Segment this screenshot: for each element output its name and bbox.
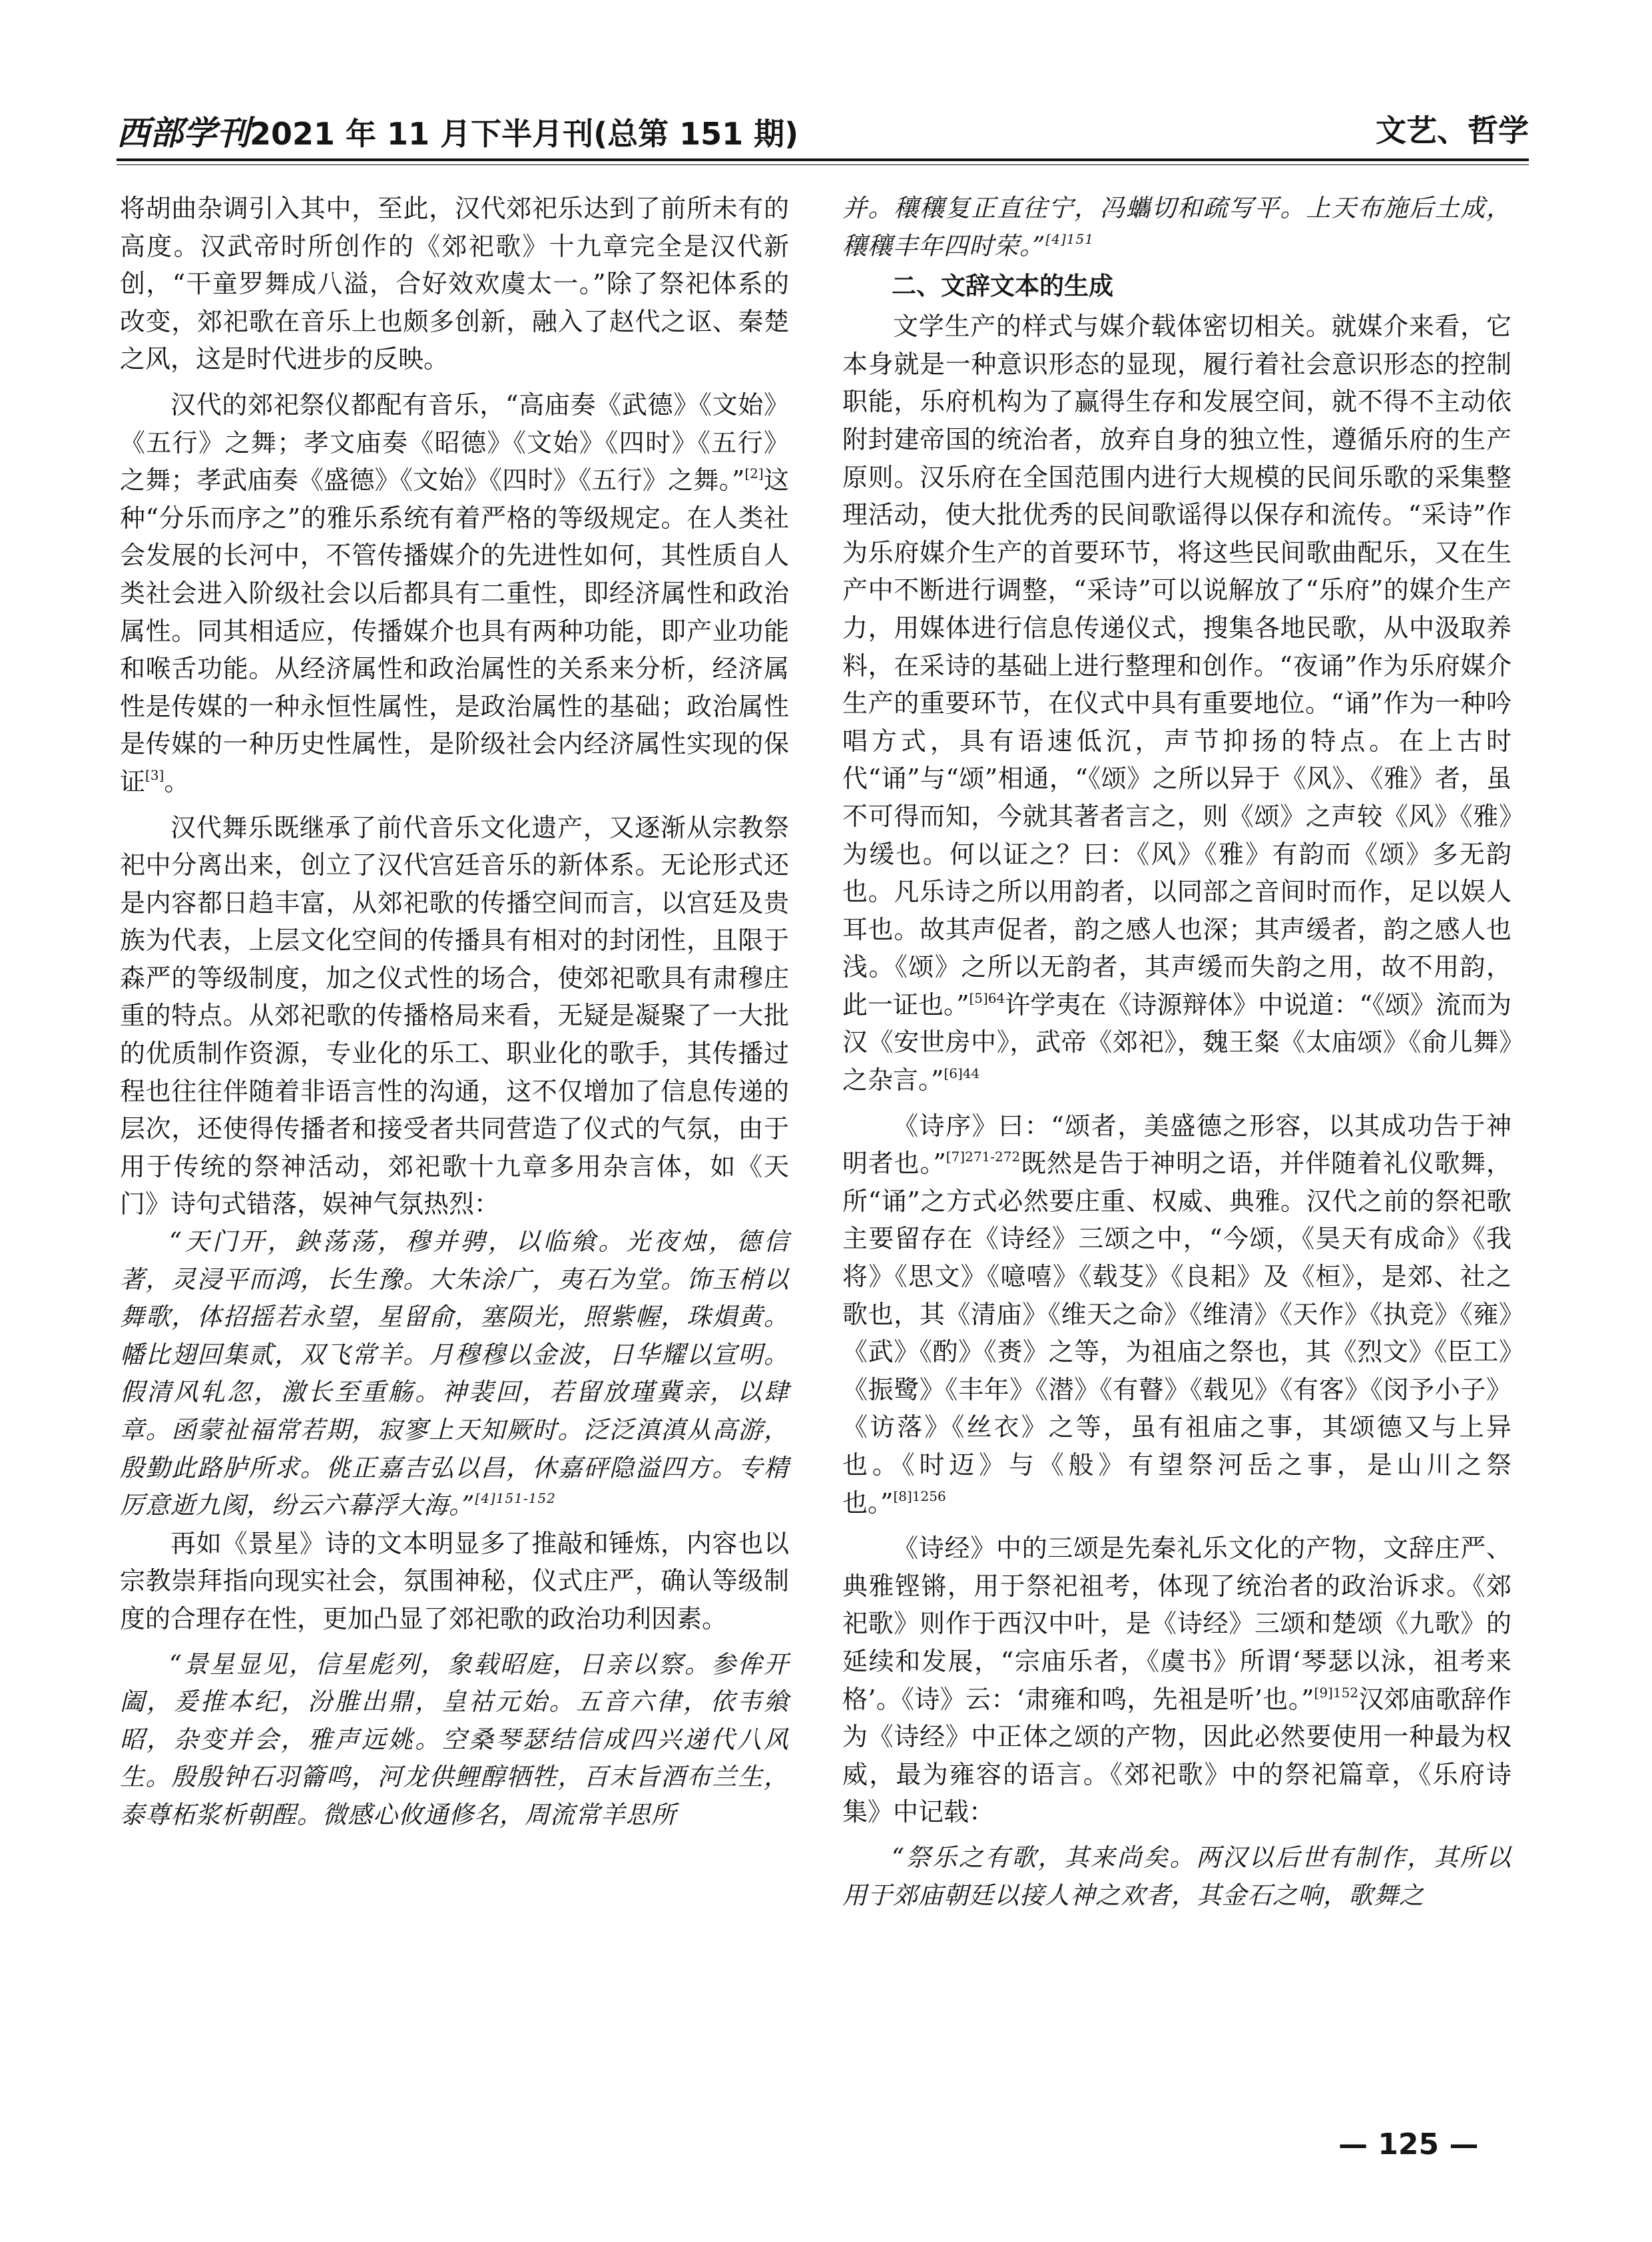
citation: [6]44 xyxy=(944,1065,980,1082)
paragraph-text: 《诗经》中的三颂是先秦礼乐文化的产物，文辞庄严、典雅铿锵，用于祭祀祖考，体现了统治者的政治诉求。《郊祀歌》则作于西汉中叶，是《诗经》三颂和楚颂《九歌》的延续和发展，“宗庙乐者，《虞书》所谓‘琴瑟以泳，祖考来格’。《诗》云：‘肃雍和鸣，先祖是听’也。” xyxy=(842,1534,1512,1714)
quote-text: 并。穰穰复正直往宁，冯蠵切和疏写平。上天布施后土成，穰穰丰年四时荣。” xyxy=(842,194,1512,260)
paragraph xyxy=(842,308,1512,1099)
citation: [4]151-152 xyxy=(475,1490,556,1507)
punctuation: 。 xyxy=(164,766,190,796)
section-label: 文艺、哲学 xyxy=(1376,113,1529,148)
paragraph-text: 既然是告于神明之语，并伴随着礼仪歌舞，所“诵”之方式必然要庄重、权威、典雅。汉代之前的祭祀歌主要留存在《诗经》三颂之中，“今颂，《昊天有成命》《我将》《思文》《噫嘻》《载芟》《良耜》及《桓》，是郊、社之歌也，其《清庙》《维天之命》《维清》《天作》《执竞》《雍》《武》《酌》《赉》之等，为祖庙之祭也，其《烈文》《臣工》《振鹭》《丰年》《潜》《有瞽》《载见》《有客》《闵予小子》《访落》《丝衣》之等，虽有祖庙之事，其颂德又与上异也。《时迈》与《般》有望祭河岳之事，是山川之祭也。” xyxy=(842,1149,1512,1518)
section-heading: 二、文辞文本的生成 xyxy=(892,272,1113,301)
paragraph xyxy=(842,1107,1512,1522)
citation: [7]271-272 xyxy=(946,1149,1021,1165)
paragraph-text: 汉郊庙歌辞作为《诗经》中正体之颂的产物，因此必然要使用一种最为权威，最为雍容的语言。《郊祀歌》中的祭祀篇章，《乐府诗集》中记载： xyxy=(842,1684,1512,1827)
paragraph: 将胡曲杂调引入其中，至此，汉代郊祀乐达到了前所未有的高度。汉武帝时所创作的《郊祀歌》十九章完全是汉代新创，“干童罗舞成八溢，合好效欢虞太一。”除了祭祀体系的改变，郊祀歌在音乐上也颇多创新，融入了赵代之讴、秦楚之风，这是时代进步的反映。 xyxy=(120,194,789,374)
right-column xyxy=(842,190,1512,1914)
citation: [8]1256 xyxy=(893,1488,946,1504)
issue-info: 2021 年 11 月下半月刊(总第 151 期) xyxy=(250,116,799,152)
block-quote: “祭乐之有歌，其来尚矣。两汉以后世有制作，其所以用于郊庙朝廷以接人神之欢者，其金石之响，歌舞之 xyxy=(842,1842,1512,1910)
paragraph xyxy=(120,386,789,801)
paragraph-text: 许学夷在《诗源辩体》中说道：“《颂》流而为汉《安世房中》，武帝《郊祀》，魏王粲《太庙颂》《俞儿舞》之杂言。” xyxy=(842,989,1512,1095)
block-quote: “景星显见，信星彪列，象载昭庭，日亲以察。参侔开阖，爰推本纪，汾脽出鼎，皇祜元始。五音六律，依韦飨昭，杂变并会，雅声远姚。空桑琴瑟结信成四兴递代八风生。殷殷钟石羽籥鸣，河龙供鲤醇牺牲，百末旨酒布兰生，泰尊柘浆析朝酲。微感心攸通修名，周流常羊思所 xyxy=(120,1649,789,1829)
paragraph-text: 文学生产的样式与媒介载体密切相关。就媒介来看，它本身就是一种意识形态的显现，履行着社会意识形态的控制职能，乐府机构为了赢得生存和发展空间，就不得不主动依附封建帝国的统治者，放弃自身的独立性，遵循乐府的生产原则。汉乐府在全国范围内进行大规模的民间乐歌的采集整理活动，使大批优秀的民间歌谣得以保存和流传。“采诗”作为乐府媒介生产的首要环节，将这些民间歌曲配乐，又在生产中不断进行调整，“采诗”可以说解放了“乐府”的媒介生产力，用媒体进行信息传递仪式，搜集各地民歌，从中汲取养料，在采诗的基础上进行整理和创作。“夜诵”作为乐府媒介生产的重要环节，在仪式中具有重要地位。“诵”作为一种吟唱方式，具有语速低沉，声节抑扬的特点。在上古时代“诵”与“颂”相通，“《颂》之所以异于《风》、《雅》者，虽不可得而知，今就其著者言之，则《颂》之声较《风》《雅》为缓也。何以证之？曰：《风》《雅》有韵而《颂》多无韵也。凡乐诗之所以用韵者，以同部之音间时而作，足以娱人耳也。故其声促者，韵之感人也深；其声缓者，韵之感人也浅。《颂》之所以无韵者，其声缓而失韵之用，故不用韵，此一证也。” xyxy=(842,312,1512,1019)
quote-text: “天门开，鉠荡荡，穆并骋，以临飨。光夜烛，德信著，灵浸平而鸿，长生豫。大朱涂广，夷石为堂。饰玉梢以舞歌，体招摇若永望，星留俞，塞陨光，照紫幄，珠熉黄。幡比翅回集贰，双飞常羊。月穆穆以金波，日华耀以宣明。假清风轧忽，激长至重觞。神裴回，若留放瑾冀亲，以肆章。函蒙祉福常若期，寂寥上天知厥时。泛泛滇滇从高游，殷勤此路胪所求。佻正嘉吉弘以昌，休嘉砰隐溢四方。专精厉意逝九阂，纷云六幕浮大海。” xyxy=(120,1227,789,1520)
journal-logo: 西部学刊 xyxy=(117,113,250,152)
journal-masthead xyxy=(117,107,798,154)
citation: [9]152 xyxy=(1314,1684,1359,1701)
block-quote-continued xyxy=(842,190,1512,265)
citation: [2] xyxy=(744,465,764,482)
citation: [5]64 xyxy=(969,989,1005,1006)
left-column xyxy=(120,190,789,1834)
citation: [3] xyxy=(145,766,164,783)
paragraph xyxy=(842,1530,1512,1831)
paragraph-text: 《诗序》曰：“颂者，美盛德之形容，以其成功告于神明者也。” xyxy=(842,1111,1512,1179)
paragraph-text: 汉代的郊祀祭仪都配有音乐，“高庙奏《武德》《文始》《五行》之舞；孝文庙奏《昭德》《文始》《四时》《五行》之舞；孝武庙奏《盛德》《文始》《四时》《五行》之舞。” xyxy=(120,390,789,495)
header-rule xyxy=(117,158,1529,161)
citation: [4]151 xyxy=(1045,230,1094,247)
paragraph: 汉代舞乐既继承了前代音乐文化遗产，又逐渐从宗教祭祀中分离出来，创立了汉代宫廷音乐的新体系。无论形式还是内容都日趋丰富，从郊祀歌的传播空间而言，以宫廷及贵族为代表，上层文化空间的传播具有相对的封闭性，且限于森严的等级制度，加之仪式性的场合，使郊祀歌具有肃穆庄重的特点。从郊祀歌的传播格局来看，无疑是凝聚了一大批的优质制作资源，专业化的乐工、职业化的歌手，其传播过程也往往伴随着非语言性的沟通，这不仅增加了信息传递的层次，还使得传播者和接受者共同营造了仪式的气氛，由于用于传统的祭神活动，郊祀歌十九章多用杂言体，如《天门》诗句式错落，娱神气氛热烈： xyxy=(120,812,789,1219)
page-number: — 125 — xyxy=(1338,2127,1479,2161)
running-header xyxy=(117,107,1529,166)
paragraph: 再如《景星》诗的文本明显多了推敲和锤炼，内容也以宗教崇拜指向现实社会，氛围神秘，仪式庄严，确认等级制度的合理存在性，更加凸显了郊祀歌的政治功利因素。 xyxy=(120,1528,789,1633)
paragraph-text: 这种“分乐而序之”的雅乐系统有着严格的等级规定。在人类社会发展的长河中，不管传播媒介的先进性如何，其性质自人类社会进入阶级社会以后都具有二重性，即经济属性和政治属性。同其相适应，传播媒介也具有两种功能，即产业功能和喉舌功能。从经济属性和政治属性的关系来分析，经济属性是传媒的一种永恒性属性，是政治属性的基础；政治属性是传媒的一种历史性属性，是阶级社会内经济属性实现的保证 xyxy=(120,465,789,796)
block-quote xyxy=(120,1223,789,1525)
